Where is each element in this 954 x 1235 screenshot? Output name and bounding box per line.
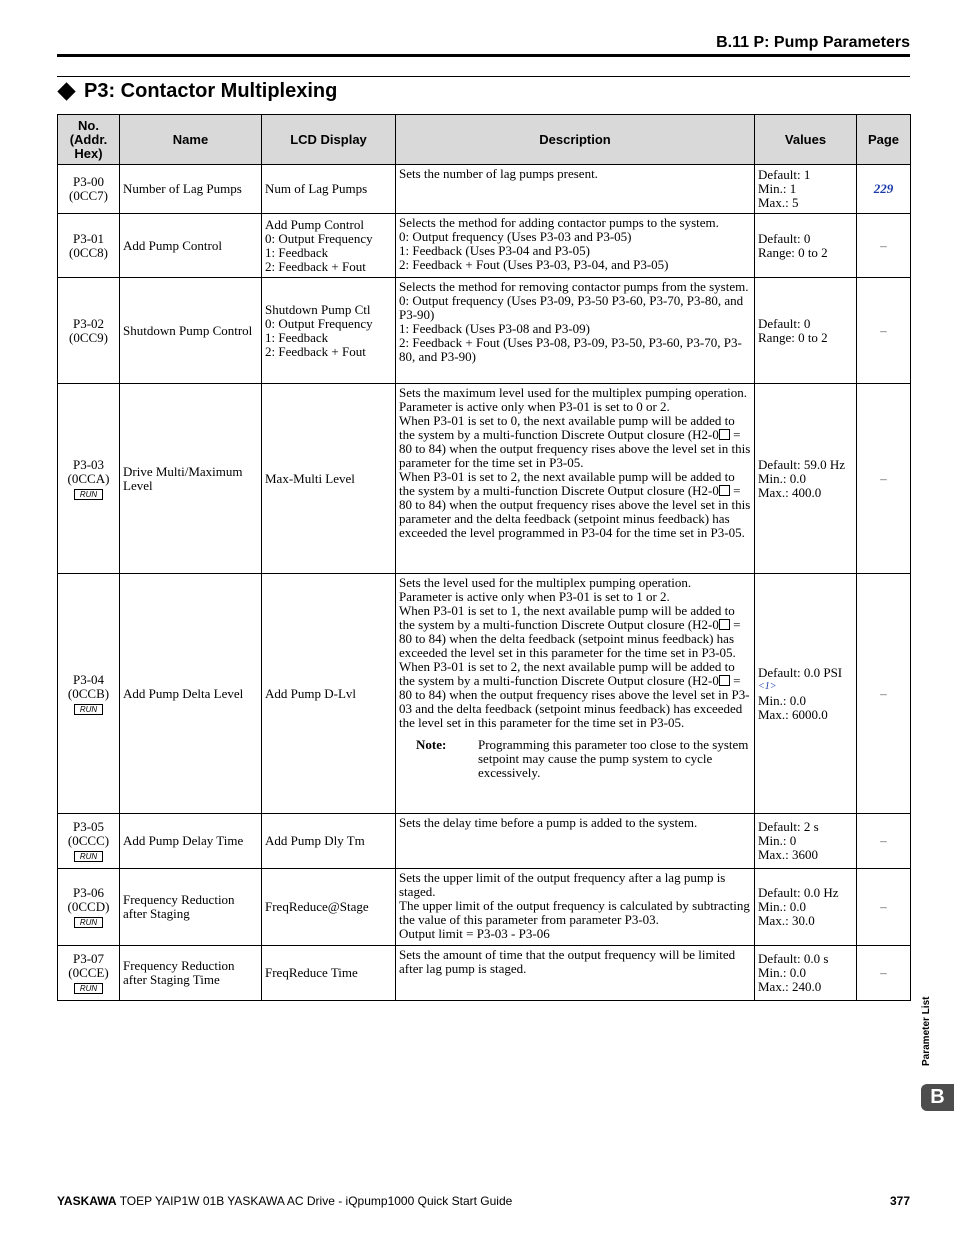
lcd-line: Add Pump D-Lvl — [265, 685, 356, 701]
description-line: When P3-01 is set to 2, the next available pump will be added to the system by a multi-function Discrete Output closure (H2-0 = 80 to 84) when the output frequency rises above the level set in this parameter and the delta feedback (setpoint minus feedback) has exceeded the level programmed in P3-04 for the time set in P3-05. — [399, 469, 751, 540]
description-line: Selects the method for adding contactor pumps to the system. — [399, 215, 719, 230]
footnote-ref-link[interactable]: <1> — [758, 680, 777, 692]
param-number: P3-02 — [72, 315, 105, 331]
lcd-line: 1: Feedback — [265, 244, 329, 260]
col-header-description: Description — [396, 115, 755, 165]
lcd-line: 2: Feedback + Fout — [265, 343, 366, 359]
param-number-cell — [58, 384, 120, 574]
table-row — [58, 384, 911, 574]
appendix-tab[interactable]: B — [921, 1084, 954, 1111]
param-address: (0CC7) — [69, 188, 108, 203]
value-line: Range: 0 to 2 — [758, 244, 828, 260]
section-title — [57, 80, 337, 103]
param-number: P3-06 — [72, 885, 105, 900]
description-line: Sets the amount of time that the output frequency will be limited after lag pump is staged. — [399, 947, 736, 976]
footer-doc-title: TOEP YAIP1W 01B YASKAWA AC Drive - iQpump1000 Quick Start Guide — [116, 1194, 513, 1208]
section-title-text: P3: Contactor Multiplexing — [84, 80, 338, 102]
param-description-cell — [396, 946, 755, 1001]
param-page-cell — [857, 214, 911, 278]
param-description-cell — [396, 165, 755, 214]
param-values-cell — [755, 278, 857, 384]
run-badge: RUN — [74, 983, 103, 994]
param-lcd-cell — [262, 814, 396, 869]
description-line: Sets the delay time before a pump is added to the system. — [399, 815, 698, 830]
param-address: (0CCC) — [67, 833, 110, 848]
param-description-cell — [396, 384, 755, 574]
value-line: Default: 59.0 Hz — [758, 456, 846, 472]
col-header-page: Page — [857, 115, 911, 165]
param-name: Shutdown Pump Control — [120, 278, 262, 384]
placeholder-box-icon — [719, 429, 730, 440]
value-line: Min.: 1 — [758, 181, 797, 196]
value-line: Default: 0 — [758, 315, 811, 331]
page-ref-none: – — [880, 322, 887, 338]
description-line: When P3-01 is set to 1, the next available pump will be added to the system by a multi-function Discrete Output closure (H2-0 = 80 to 84) when the delta feedback (setpoint minus feedback) has exceeded the level set in this parameter for the time set in P3-05. — [399, 603, 741, 660]
param-address: (0CC9) — [69, 329, 108, 345]
param-number-cell — [58, 946, 120, 1001]
param-number-cell — [58, 814, 120, 869]
page-ref-none: – — [880, 685, 887, 701]
run-badge: RUN — [74, 489, 103, 500]
table-row — [58, 574, 911, 814]
param-page-cell — [857, 574, 911, 814]
page-number: 377 — [889, 1194, 910, 1208]
header-rule-thick — [57, 54, 910, 57]
description-line: Sets the maximum level used for the multiplex pumping operation. — [399, 385, 748, 400]
param-address: (0CCD) — [67, 899, 110, 914]
table-row — [58, 278, 911, 384]
lcd-line: 0: Output Frequency — [265, 315, 373, 331]
param-page-cell — [857, 869, 911, 946]
footer-text — [57, 1194, 512, 1208]
value-line: Min.: 0 — [758, 833, 797, 848]
table-header-row — [58, 115, 911, 165]
description-line: 0: Output frequency (Uses P3-09, P3-50 P3-60, P3-70, P3-80, and P3-90) — [399, 293, 744, 322]
param-values-cell — [755, 869, 857, 946]
param-number: P3-01 — [72, 230, 105, 246]
table-row — [58, 869, 911, 946]
param-lcd-cell — [262, 165, 396, 214]
lcd-line: FreqReduce Time — [265, 965, 358, 980]
param-number-cell — [58, 278, 120, 384]
param-number: P3-07 — [72, 951, 105, 966]
param-lcd-cell — [262, 574, 396, 814]
param-number-cell — [58, 165, 120, 214]
side-section-label: Parameter List — [921, 996, 932, 1066]
page-ref-none: – — [880, 237, 887, 253]
param-address: (0CCB) — [67, 685, 110, 701]
param-description-cell — [396, 214, 755, 278]
table-row — [58, 165, 911, 214]
note — [416, 738, 751, 780]
param-name: Add Pump Control — [120, 214, 262, 278]
param-name: Add Pump Delta Level — [120, 574, 262, 814]
description-line: Selects the method for removing contactor pumps from the system. — [399, 279, 749, 294]
description-line: Parameter is active only when P3-01 is set to 1 or 2. — [399, 589, 670, 604]
param-name: Frequency Reduction after Staging Time — [120, 946, 262, 1001]
page-ref-none: – — [880, 833, 887, 848]
running-header: B.11 P: Pump Parameters — [716, 34, 910, 51]
param-number-cell — [58, 214, 120, 278]
description-line: Parameter is active only when P3-01 is set to 0 or 2. — [399, 399, 670, 414]
value-line: Max.: 400.0 — [758, 484, 822, 500]
lcd-line: 0: Output Frequency — [265, 230, 373, 246]
param-name: Add Pump Delay Time — [120, 814, 262, 869]
col-header-name: Name — [120, 115, 262, 165]
table-row — [58, 946, 911, 1001]
param-lcd-cell — [262, 946, 396, 1001]
lcd-line: Add Pump Dly Tm — [265, 833, 365, 848]
lcd-line: 2: Feedback + Fout — [265, 258, 366, 274]
value-line: Default: 0 — [758, 230, 811, 246]
value-line: Min.: 0.0 — [758, 470, 807, 486]
lcd-line: Shutdown Pump Ctl — [265, 301, 371, 317]
param-lcd-cell — [262, 214, 396, 278]
value-line: Default: 2 s — [758, 819, 819, 834]
note-text: Programming this parameter too close to the system setpoint may cause the pump system to cycle excessively. — [478, 737, 749, 780]
description-line: 1: Feedback (Uses P3-04 and P3-05) — [399, 243, 590, 258]
value-line: Default: 0.0 s — [758, 951, 829, 966]
value-line: Max.: 5 — [758, 195, 799, 210]
value-line: Min.: 0.0 — [758, 965, 807, 980]
value-line: Max.: 240.0 — [758, 979, 822, 994]
placeholder-box-icon — [719, 619, 730, 630]
run-badge: RUN — [74, 851, 103, 862]
lcd-line: Max-Multi Level — [265, 470, 355, 486]
description-line: Sets the upper limit of the output frequency after a lag pump is staged. — [399, 870, 726, 899]
description-line: 0: Output frequency (Uses P3-03 and P3-05) — [399, 229, 632, 244]
page-ref-none: – — [880, 965, 887, 980]
description-line: The upper limit of the output frequency is calculated by subtracting the value of this parameter from parameter P3-03. — [399, 898, 750, 927]
param-page-cell — [857, 814, 911, 869]
param-number: P3-03 — [72, 456, 105, 472]
param-address: (0CCA) — [67, 470, 110, 486]
table-row — [58, 814, 911, 869]
param-page-cell — [857, 278, 911, 384]
param-name: Number of Lag Pumps — [120, 165, 262, 214]
description-line: 1: Feedback (Uses P3-08 and P3-09) — [399, 321, 590, 336]
value-line: Max.: 3600 — [758, 847, 818, 862]
param-address: (0CCE) — [68, 965, 109, 980]
value-line: Default: 0.0 Hz — [758, 885, 839, 900]
param-number: P3-04 — [72, 671, 105, 687]
description-line: 2: Feedback + Fout (Uses P3-08, P3-09, P3-50, P3-60, P3-70, P3-80, and P3-90) — [399, 335, 742, 364]
param-values-cell — [755, 946, 857, 1001]
col-header-lcd: LCD Display — [262, 115, 396, 165]
param-description-cell — [396, 869, 755, 946]
param-page-cell — [857, 946, 911, 1001]
page-ref-none: – — [880, 899, 887, 914]
lcd-line: 1: Feedback — [265, 329, 329, 345]
param-number-cell — [58, 574, 120, 814]
param-number: P3-05 — [72, 819, 105, 834]
description-line: 2: Feedback + Fout (Uses P3-03, P3-04, and P3-05) — [399, 257, 669, 272]
param-number-cell — [58, 869, 120, 946]
param-values-cell — [755, 165, 857, 214]
description-line: Output limit = P3-03 - P3-06 — [399, 926, 550, 941]
value-line: Min.: 0.0 — [758, 692, 807, 708]
param-description-cell — [396, 814, 755, 869]
description-line: When P3-01 is set to 2, the next available pump will be added to the system by a multi-function Discrete Output closure (H2-0 = 80 to 84) when the output frequency rises above the level set in P3-03 and the delta feedback (setpoint minus feedback) has exceeded the level set in this parameter for the time set in P3-05. — [399, 659, 750, 730]
table-row — [58, 214, 911, 278]
header-rule-thin — [57, 76, 910, 77]
param-values-cell — [755, 574, 857, 814]
param-values-cell — [755, 214, 857, 278]
param-values-cell — [755, 384, 857, 574]
param-number: P3-00 — [72, 174, 105, 189]
param-description-cell — [396, 574, 755, 814]
description-line: When P3-01 is set to 0, the next available pump will be added to the system by a multi-function Discrete Output closure (H2-0 = 80 to 84) when the output frequency rises above the level set in this parameter for the time set in P3-05. — [399, 413, 751, 470]
value-line: Default: 1 — [758, 167, 811, 182]
param-lcd-cell — [262, 384, 396, 574]
page-ref-none: – — [880, 470, 887, 486]
param-values-cell — [755, 814, 857, 869]
col-header-no: No. (Addr. Hex) — [58, 115, 120, 165]
value-line: Range: 0 to 2 — [758, 329, 828, 345]
description-line: Sets the level used for the multiplex pumping operation. — [399, 575, 692, 590]
footer-brand: YASKAWA — [57, 1194, 117, 1208]
value-line: Min.: 0.0 — [758, 899, 807, 914]
param-description-cell — [396, 278, 755, 384]
note-label: Note: — [416, 737, 447, 752]
col-header-values: Values — [755, 115, 857, 165]
lcd-line: Num of Lag Pumps — [265, 181, 368, 196]
lcd-line: FreqReduce@Stage — [265, 899, 369, 914]
value-line: Default: 0.0 PSI — [758, 664, 843, 680]
param-page-cell — [857, 384, 911, 574]
description-line: Sets the number of lag pumps present. — [399, 166, 598, 181]
param-name: Drive Multi/Maximum Level — [120, 384, 262, 574]
param-lcd-cell — [262, 869, 396, 946]
parameter-table — [57, 114, 911, 1001]
page-ref-link[interactable]: 229 — [873, 181, 894, 196]
value-line: Max.: 6000.0 — [758, 706, 828, 722]
placeholder-box-icon — [719, 675, 730, 686]
param-page-cell — [857, 165, 911, 214]
run-badge: RUN — [74, 704, 103, 715]
diamond-bullet-icon — [57, 82, 75, 100]
param-address: (0CC8) — [69, 244, 108, 260]
value-line: Max.: 30.0 — [758, 913, 815, 928]
lcd-line: Add Pump Control — [265, 216, 364, 232]
param-lcd-cell — [262, 278, 396, 384]
run-badge: RUN — [74, 917, 103, 928]
placeholder-box-icon — [719, 485, 730, 496]
param-name: Frequency Reduction after Staging — [120, 869, 262, 946]
